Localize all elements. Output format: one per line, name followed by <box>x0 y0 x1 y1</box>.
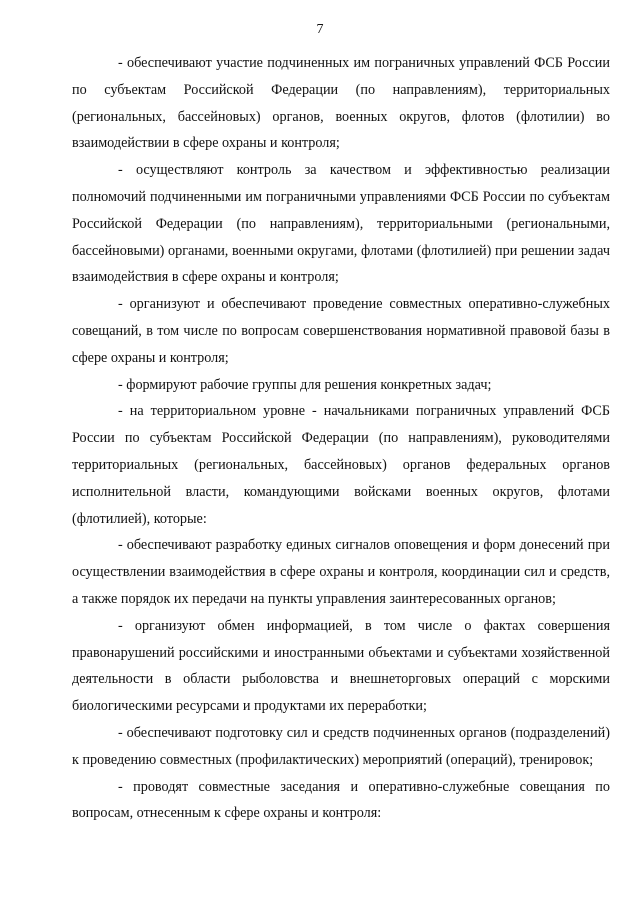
paragraph: - обеспечивают разработку единых сигналов оповещения и форм донесений при осуществлении взаимодействия в сфере охраны и контроля, координации сил и средств, а также порядок их передачи на пункты управления заинтересованных органов; <box>72 537 610 607</box>
paragraph: - на территориальном уровне - начальниками пограничных управлений ФСБ России по субъектам Российской Федерации (по направлениям), руководителями территориальных (региональных, бассейновых) органов федеральных органов исполнительной власти, командующими войсками военных округов, флотами (флотилией), которые: <box>72 403 610 527</box>
paragraph: - обеспечивают участие подчиненных им пограничных управлений ФСБ России по субъектам Российской Федерации (по направлениям), территориальных (региональных, бассейновых) органов, военных округов, флотов (флотилии) во взаимодействии в сфере охраны и контроля; <box>72 55 610 152</box>
paragraph: - проводят совместные заседания и оперативно-служебные совещания по вопросам, отнесенным к сфере охраны и контроля: <box>72 778 610 822</box>
paragraph: - организуют и обеспечивают проведение совместных оперативно-служебных совещаний, в том числе по вопросам совершенствования нормативной правовой базы в сфере охраны и контроля; <box>72 296 610 366</box>
paragraph: - организуют обмен информацией, в том числе о фактах совершения правонарушений российскими и иностранными объектами и субъектами хозяйственной деятельности в области рыболовства и внешнеторговых операций с морскими биологическими ресурсами и продуктами их переработки; <box>72 617 610 715</box>
paragraph: - формируют рабочие группы для решения конкретных задач; <box>118 376 492 393</box>
paragraph: - осуществляют контроль за качеством и эффективностью реализации полномочий подчиненными им пограничными управлениями ФСБ России по субъектам Российской Федерации (по направлениям), территориальными (региональными, бассейновыми) органами, военными округами, флотами (флотилией) при решении задач взаимодействия в сфере охраны и контроля; <box>72 162 610 286</box>
paragraph: - обеспечивают подготовку сил и средств подчиненных органов (подразделений) к проведению совместных (профилактических) мероприятий (операций), тренировок; <box>72 724 610 768</box>
document-body <box>72 50 610 827</box>
page-number: 7 <box>316 22 324 37</box>
